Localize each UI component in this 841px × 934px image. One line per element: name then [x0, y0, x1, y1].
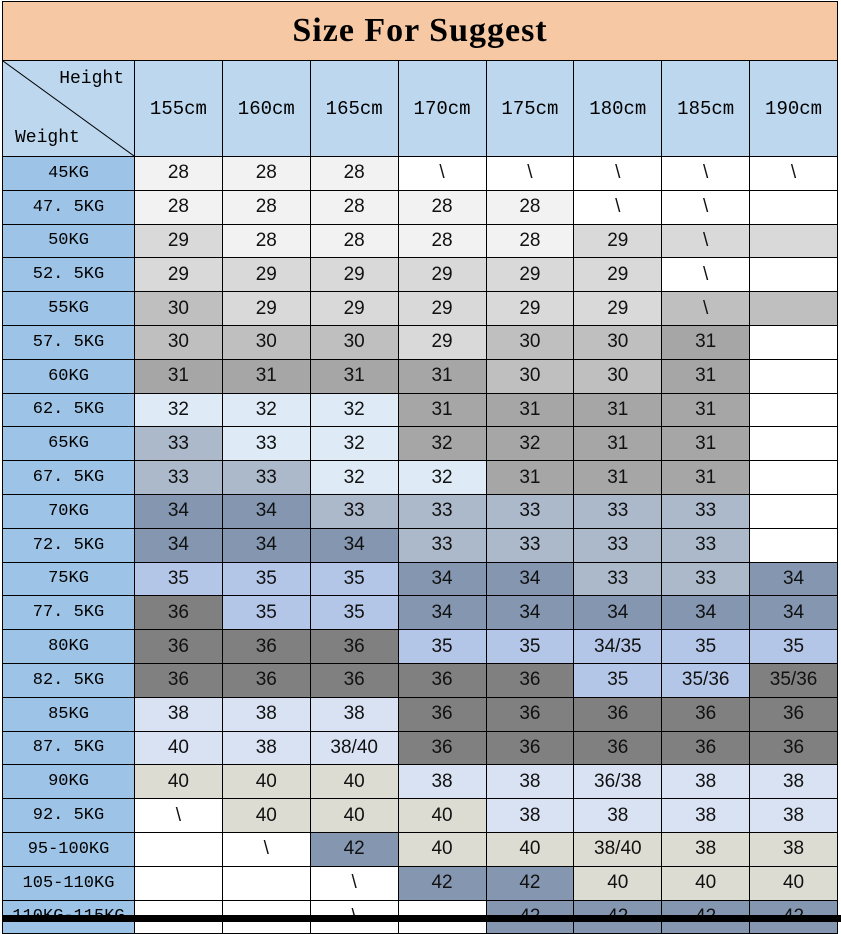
size-cell: 34 — [574, 596, 662, 630]
row-label: 90KG — [3, 765, 135, 799]
size-cell: 30 — [486, 359, 574, 393]
size-cell: 34 — [662, 596, 750, 630]
size-cell: 36 — [486, 697, 574, 731]
size-cell: 40 — [222, 799, 310, 833]
size-cell: 30 — [574, 359, 662, 393]
size-cell: 38 — [662, 832, 750, 866]
size-cell: 30 — [135, 325, 223, 359]
row-label: 50KG — [3, 224, 135, 258]
size-cell: 36 — [222, 630, 310, 664]
size-cell: \ — [662, 224, 750, 258]
column-header: 155cm — [135, 61, 223, 157]
size-cell: 29 — [398, 292, 486, 326]
size-cell: 29 — [310, 292, 398, 326]
size-cell: 38 — [486, 765, 574, 799]
size-cell: 31 — [574, 393, 662, 427]
size-cell: 28 — [222, 224, 310, 258]
size-cell: 33 — [310, 494, 398, 528]
row-label: 75KG — [3, 562, 135, 596]
table-row — [3, 663, 838, 697]
size-cell: 34 — [486, 596, 574, 630]
size-cell: \ — [222, 832, 310, 866]
column-header: 185cm — [662, 61, 750, 157]
corner-height-label: Height — [59, 69, 124, 89]
column-header: 165cm — [310, 61, 398, 157]
size-cell: 29 — [398, 325, 486, 359]
row-label: 45KG — [3, 157, 135, 191]
size-cell: 36 — [310, 663, 398, 697]
size-cell: 31 — [135, 359, 223, 393]
table-row — [3, 799, 838, 833]
row-label: 92. 5KG — [3, 799, 135, 833]
size-cell: \ — [310, 866, 398, 900]
table-row — [3, 494, 838, 528]
size-cell: 34 — [750, 596, 838, 630]
size-cell: 36 — [574, 731, 662, 765]
table-row — [3, 393, 838, 427]
size-cell — [135, 832, 223, 866]
size-cell: 34 — [486, 562, 574, 596]
size-cell: \ — [662, 157, 750, 191]
table-row — [3, 157, 838, 191]
size-cell: 36 — [135, 596, 223, 630]
size-cell: 36 — [662, 731, 750, 765]
size-cell: 35 — [574, 663, 662, 697]
size-cell: 31 — [574, 427, 662, 461]
table-row — [3, 461, 838, 495]
size-cell: 31 — [398, 359, 486, 393]
size-cell: 31 — [662, 359, 750, 393]
size-cell — [135, 866, 223, 900]
size-cell — [750, 427, 838, 461]
row-label: 70KG — [3, 494, 135, 528]
size-cell: 35 — [750, 630, 838, 664]
size-cell: 35 — [310, 562, 398, 596]
size-cell: 36 — [222, 663, 310, 697]
size-cell: 36 — [486, 663, 574, 697]
size-cell: 33 — [135, 427, 223, 461]
table-row — [3, 359, 838, 393]
size-cell: 31 — [662, 393, 750, 427]
size-cell: 36 — [310, 630, 398, 664]
size-cell: 32 — [222, 393, 310, 427]
size-cell: 35 — [222, 596, 310, 630]
size-cell: 40 — [222, 765, 310, 799]
row-label: 105-110KG — [3, 866, 135, 900]
size-cell: 34 — [398, 596, 486, 630]
column-header: 160cm — [222, 61, 310, 157]
row-label: 52. 5KG — [3, 258, 135, 292]
size-cell: 33 — [574, 562, 662, 596]
page-title: Size For Suggest — [2, 1, 838, 60]
size-cell: 35 — [310, 596, 398, 630]
header-row — [3, 61, 838, 157]
size-cell: 30 — [135, 292, 223, 326]
size-cell: 35 — [662, 630, 750, 664]
size-cell: 42 — [398, 866, 486, 900]
size-cell: 40 — [398, 799, 486, 833]
column-header: 170cm — [398, 61, 486, 157]
column-header: 180cm — [574, 61, 662, 157]
size-cell: 31 — [486, 393, 574, 427]
size-cell: 33 — [662, 494, 750, 528]
size-cell: 33 — [222, 427, 310, 461]
size-cell: 36 — [135, 663, 223, 697]
row-label: 80KG — [3, 630, 135, 664]
size-cell: 38 — [750, 799, 838, 833]
size-cell: 32 — [398, 427, 486, 461]
size-cell: \ — [662, 258, 750, 292]
size-cell: 40 — [750, 866, 838, 900]
size-cell: 40 — [310, 799, 398, 833]
size-cell: 28 — [135, 157, 223, 191]
size-cell — [750, 224, 838, 258]
row-label: 82. 5KG — [3, 663, 135, 697]
size-cell: 36 — [486, 731, 574, 765]
size-cell: 36 — [398, 697, 486, 731]
size-cell: 36 — [750, 731, 838, 765]
size-cell: 40 — [398, 832, 486, 866]
size-cell — [750, 461, 838, 495]
size-cell: \ — [486, 157, 574, 191]
size-cell: 36 — [750, 697, 838, 731]
size-cell: 29 — [574, 224, 662, 258]
size-cell: 33 — [574, 494, 662, 528]
size-cell: 38 — [750, 832, 838, 866]
size-cell — [750, 359, 838, 393]
size-cell: 29 — [310, 258, 398, 292]
size-cell: 31 — [662, 325, 750, 359]
size-cell: 38 — [750, 765, 838, 799]
size-cell: 28 — [398, 224, 486, 258]
table-row — [3, 224, 838, 258]
size-cell: 29 — [486, 292, 574, 326]
size-cell: 38 — [135, 697, 223, 731]
size-cell: 38/40 — [310, 731, 398, 765]
size-cell: 40 — [662, 866, 750, 900]
row-label: 55KG — [3, 292, 135, 326]
size-cell: 28 — [486, 190, 574, 224]
table-row — [3, 731, 838, 765]
size-cell — [222, 866, 310, 900]
size-cell: 35 — [135, 562, 223, 596]
size-cell: 32 — [486, 427, 574, 461]
table-row — [3, 596, 838, 630]
size-cell: \ — [662, 190, 750, 224]
size-cell: 36 — [398, 731, 486, 765]
size-cell — [750, 258, 838, 292]
size-cell: 30 — [310, 325, 398, 359]
row-label: 72. 5KG — [3, 528, 135, 562]
size-cell: 33 — [662, 562, 750, 596]
size-cell: \ — [662, 292, 750, 326]
row-label: 95-100KG — [3, 832, 135, 866]
size-cell: 36 — [135, 630, 223, 664]
table-row — [3, 866, 838, 900]
size-cell: 28 — [222, 157, 310, 191]
size-cell: 29 — [222, 258, 310, 292]
row-label: 62. 5KG — [3, 393, 135, 427]
size-chart — [2, 1, 838, 934]
size-cell: 28 — [135, 190, 223, 224]
size-cell: 38 — [222, 697, 310, 731]
table-row — [3, 427, 838, 461]
size-cell: 33 — [486, 494, 574, 528]
row-label: 85KG — [3, 697, 135, 731]
size-cell — [750, 292, 838, 326]
size-cell: 31 — [486, 461, 574, 495]
size-cell: 29 — [135, 224, 223, 258]
size-cell: 32 — [398, 461, 486, 495]
size-cell: 33 — [222, 461, 310, 495]
size-cell — [750, 494, 838, 528]
size-cell: 28 — [486, 224, 574, 258]
size-cell: 31 — [662, 461, 750, 495]
table-row — [3, 832, 838, 866]
table-row — [3, 630, 838, 664]
size-cell: \ — [398, 157, 486, 191]
size-cell: 38/40 — [574, 832, 662, 866]
size-cell: 36 — [662, 697, 750, 731]
table-row — [3, 292, 838, 326]
size-cell: 34 — [750, 562, 838, 596]
size-cell: 31 — [574, 461, 662, 495]
size-cell: 32 — [310, 393, 398, 427]
size-cell: 35 — [222, 562, 310, 596]
size-cell: 31 — [310, 359, 398, 393]
table-row — [3, 697, 838, 731]
size-cell: 31 — [398, 393, 486, 427]
bottom-border-strip — [2, 915, 841, 922]
table-row — [3, 528, 838, 562]
size-cell: 38 — [486, 799, 574, 833]
size-cell: 38 — [662, 799, 750, 833]
corner-weight-label: Weight — [15, 128, 80, 148]
size-cell: 40 — [135, 731, 223, 765]
row-label: 57. 5KG — [3, 325, 135, 359]
size-cell: 34 — [398, 562, 486, 596]
size-cell: 35/36 — [750, 663, 838, 697]
size-cell — [750, 190, 838, 224]
size-cell: 42 — [486, 866, 574, 900]
size-cell: 28 — [398, 190, 486, 224]
size-cell: \ — [574, 157, 662, 191]
size-cell: 34 — [222, 528, 310, 562]
size-cell: 40 — [310, 765, 398, 799]
size-cell: 31 — [222, 359, 310, 393]
size-cell: 30 — [222, 325, 310, 359]
row-label: 67. 5KG — [3, 461, 135, 495]
size-cell: 31 — [662, 427, 750, 461]
size-cell: 28 — [310, 157, 398, 191]
size-cell: 38 — [574, 799, 662, 833]
column-header: 175cm — [486, 61, 574, 157]
size-cell: 29 — [135, 258, 223, 292]
table-row — [3, 765, 838, 799]
size-cell: 28 — [310, 190, 398, 224]
size-cell: 38 — [222, 731, 310, 765]
row-label: 60KG — [3, 359, 135, 393]
size-cell — [750, 325, 838, 359]
size-cell: 35/36 — [662, 663, 750, 697]
size-cell: 30 — [574, 325, 662, 359]
size-cell: 29 — [574, 258, 662, 292]
size-cell — [750, 528, 838, 562]
size-cell: \ — [750, 157, 838, 191]
size-cell: 29 — [222, 292, 310, 326]
size-cell — [750, 393, 838, 427]
size-cell: 34 — [135, 494, 223, 528]
size-cell: \ — [574, 190, 662, 224]
table-row — [3, 258, 838, 292]
size-cell: 33 — [574, 528, 662, 562]
size-cell: 42 — [310, 832, 398, 866]
row-label: 65KG — [3, 427, 135, 461]
row-label: 77. 5KG — [3, 596, 135, 630]
size-cell: \ — [135, 799, 223, 833]
table-row — [3, 562, 838, 596]
size-cell: 33 — [398, 494, 486, 528]
column-header: 190cm — [750, 61, 838, 157]
size-cell: 40 — [135, 765, 223, 799]
size-cell: 28 — [310, 224, 398, 258]
size-cell: 40 — [574, 866, 662, 900]
size-cell: 34 — [222, 494, 310, 528]
size-cell: 33 — [662, 528, 750, 562]
row-label: 87. 5KG — [3, 731, 135, 765]
row-label: 47. 5KG — [3, 190, 135, 224]
size-cell: 32 — [310, 461, 398, 495]
size-cell: 32 — [135, 393, 223, 427]
size-cell: 36 — [574, 697, 662, 731]
corner-header-cell — [3, 61, 135, 157]
size-cell: 30 — [486, 325, 574, 359]
size-cell: 33 — [135, 461, 223, 495]
size-cell: 35 — [486, 630, 574, 664]
table-row — [3, 190, 838, 224]
size-cell: 28 — [222, 190, 310, 224]
size-cell: 36 — [398, 663, 486, 697]
size-cell: 29 — [486, 258, 574, 292]
table-row — [3, 325, 838, 359]
size-cell: 38 — [398, 765, 486, 799]
size-cell: 34 — [135, 528, 223, 562]
size-cell: 34 — [310, 528, 398, 562]
size-cell: 40 — [486, 832, 574, 866]
size-cell: 35 — [398, 630, 486, 664]
size-cell: 33 — [398, 528, 486, 562]
size-cell: 34/35 — [574, 630, 662, 664]
size-cell: 36/38 — [574, 765, 662, 799]
size-cell: 29 — [398, 258, 486, 292]
size-cell: 29 — [574, 292, 662, 326]
size-cell: 33 — [486, 528, 574, 562]
size-table — [2, 60, 838, 934]
size-cell: 32 — [310, 427, 398, 461]
size-cell: 38 — [662, 765, 750, 799]
size-cell: 38 — [310, 697, 398, 731]
